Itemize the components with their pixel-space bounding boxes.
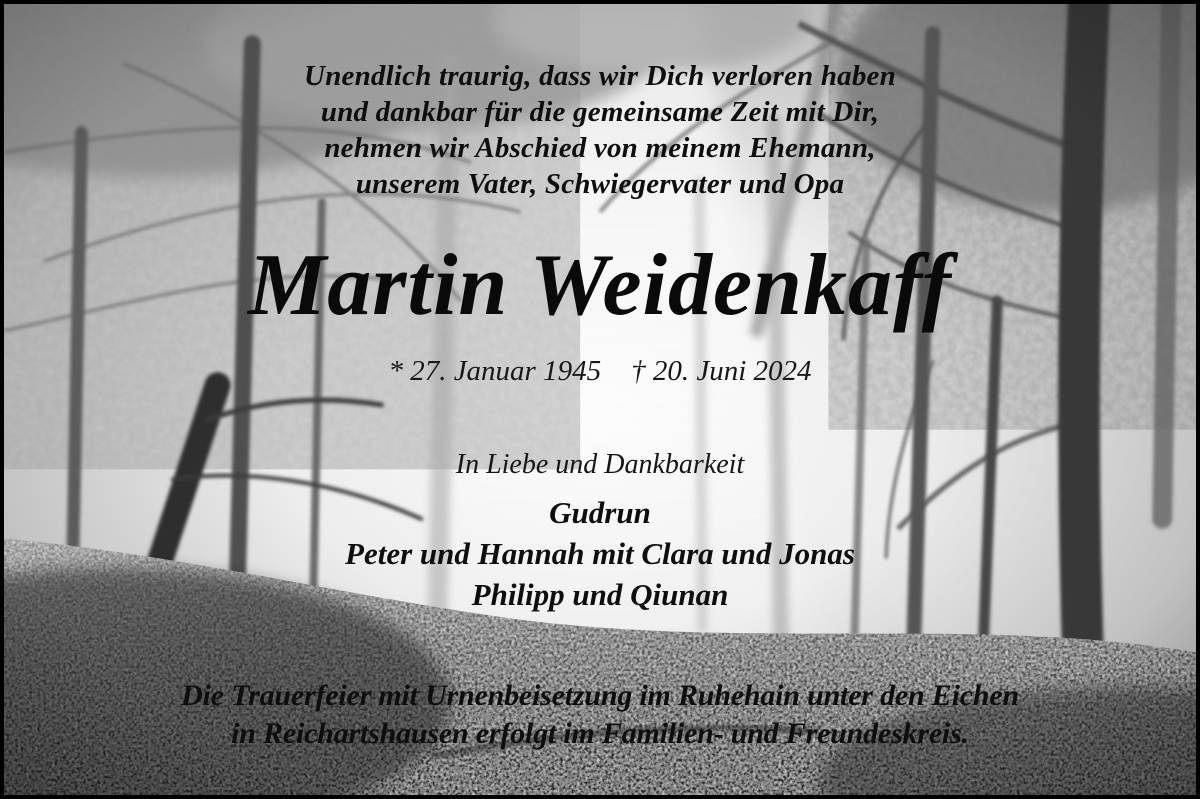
intro-line-3: nehmen wir Abschied von meinem Ehemann, — [324, 132, 876, 164]
mourner-line-1: Gudrun — [549, 495, 651, 530]
closing-phrase: In Liebe und Dankbarkeit — [455, 449, 745, 480]
intro-line-4: unserem Vater, Schwiegervater und Opa — [355, 168, 845, 200]
birth-date: * 27. Januar 1945 — [388, 355, 602, 387]
intro-line-2: und dankbar für die gemeinsame Zeit mit Dir, — [320, 96, 880, 128]
funeral-info — [4, 677, 1196, 753]
life-dates — [4, 355, 1196, 388]
mourners-list — [4, 492, 1196, 615]
funeral-line-2: in Reichartshausen erfolgt im Familien- und Freundeskreis. — [231, 717, 969, 750]
obituary-text — [4, 4, 1196, 795]
death-date: † 20. Juni 2024 — [631, 355, 812, 387]
mourner-line-3: Philipp und Qiunan — [471, 577, 729, 612]
intro-verse — [4, 58, 1196, 202]
funeral-line-1: Die Trauerfeier mit Urnenbeisetzung im Ruhehain unter den Eichen — [181, 679, 1019, 712]
mourner-line-2: Peter und Hannah mit Clara und Jonas — [345, 536, 855, 571]
deceased-name: Martin Weidenkaff — [248, 237, 952, 334]
intro-line-1: Unendlich traurig, dass wir Dich verloren haben — [304, 60, 896, 92]
